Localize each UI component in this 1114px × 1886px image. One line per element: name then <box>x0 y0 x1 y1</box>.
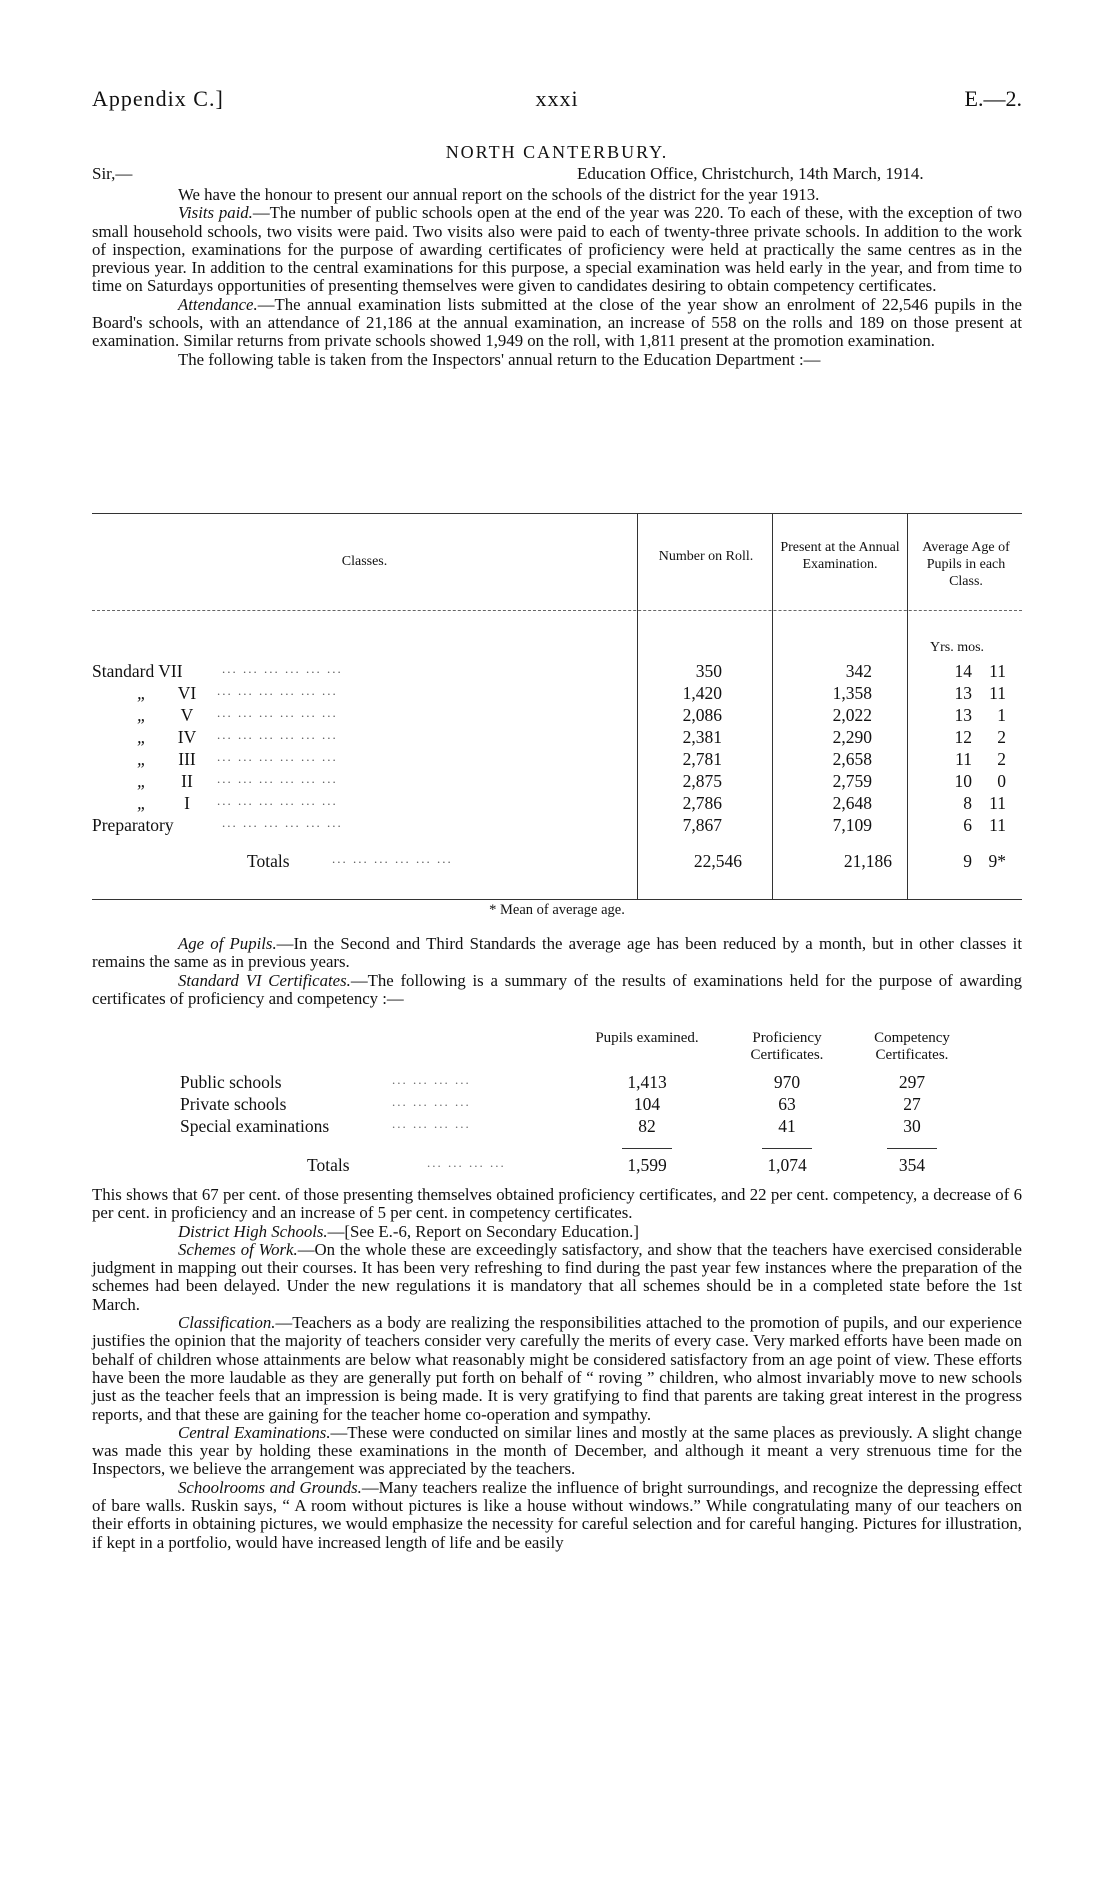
leader-dots: ... ... ... ... ... ... <box>222 815 343 830</box>
attendance-heading: Attendance. <box>178 294 258 314</box>
roll-value: 1,420 <box>682 683 722 703</box>
district-high-heading: District High Schools. <box>178 1221 328 1241</box>
report-title: NORTH CANTERBURY. <box>445 142 669 162</box>
table-row <box>92 661 1022 683</box>
totals-row <box>92 851 1022 873</box>
age-of-pupils-heading: Age of Pupils. <box>178 934 277 953</box>
age-months: 0 <box>997 771 1006 791</box>
certificates-row <box>92 1116 1022 1138</box>
leader-dots: ... ... ... ... ... ... <box>217 793 338 808</box>
table-row <box>92 793 1022 815</box>
age-years: 13 <box>954 683 972 703</box>
header-rule <box>92 610 1022 611</box>
proficiency-value: 970 <box>773 1072 801 1092</box>
total-competency: 354 <box>898 1155 926 1175</box>
school-type: Public schools <box>180 1072 282 1092</box>
leader-dots: ... ... ... ... ... ... <box>332 851 453 866</box>
class-statistics-table <box>92 513 1022 900</box>
sum-rule-examined <box>622 1148 672 1149</box>
competency-value: 27 <box>903 1094 921 1114</box>
certificates-totals-row <box>92 1155 1022 1177</box>
leader-dots: ... ... ... ... <box>392 1116 471 1131</box>
table-row <box>92 683 1022 705</box>
school-type: Private schools <box>180 1094 287 1114</box>
header-roll: Number on Roll. <box>658 549 754 564</box>
roll-value: 2,381 <box>682 727 722 747</box>
certificates-totals-label: Totals <box>307 1155 350 1175</box>
present-value: 342 <box>845 661 872 681</box>
age-months: 11 <box>989 815 1006 835</box>
table-bottom-rule <box>92 899 1022 900</box>
present-value: 7,109 <box>832 815 872 835</box>
attendance-paragraph <box>92 296 1022 351</box>
age-years: 8 <box>963 793 972 813</box>
age-months: 11 <box>989 793 1006 813</box>
standard-numeral: I <box>184 793 190 813</box>
ditto-mark: „ <box>137 683 147 703</box>
classification-heading: Classification. <box>178 1313 276 1333</box>
schoolrooms-text: —Many teachers realize the influence of bright surroundings, and recognize the depressing effect of bare walls. Ruskin says, “ A room without pictures is like a house without windows.” While congratulating many of our teachers on their efforts in obtaining pictures, we would emphasize the necessity for careful selection and for careful hanging. Pictures for illustration, if kept in a portfolio, would have increased length of life and be easily <box>92 1477 1023 1552</box>
table-row <box>92 815 1022 837</box>
appendix-label: Appendix C.] <box>92 86 224 111</box>
leader-dots: ... ... ... ... ... ... <box>217 705 338 720</box>
leader-dots: ... ... ... ... <box>427 1155 506 1170</box>
leader-dots: ... ... ... ... <box>392 1094 471 1109</box>
certificates-row <box>92 1094 1022 1116</box>
total-age-months: 9* <box>988 851 1006 871</box>
age-months: 2 <box>997 749 1006 769</box>
central-examinations-heading: Central Examinations. <box>178 1422 331 1442</box>
table-top-rule <box>92 513 1022 514</box>
age-of-pupils-paragraph <box>92 935 1022 972</box>
age-years: 14 <box>954 661 972 681</box>
standard-vi-text: —The following is a summary of the results of examinations held for the purpose of awarding certificates of proficiency and competency :— <box>92 970 1022 1008</box>
standard-vi-paragraph <box>92 972 1022 1009</box>
present-value: 2,022 <box>832 705 872 725</box>
table-intro: The following table is taken from the Inspectors' annual return to the Education Department :— <box>178 349 821 369</box>
age-of-pupils-text: —In the Second and Third Standards the average age has been reduced by a month, but in other classes it remains the same as in previous years. <box>92 934 1022 972</box>
header-classes: Classes. <box>341 554 388 569</box>
roll-value: 2,781 <box>682 749 722 769</box>
schoolrooms-heading: Schoolrooms and Grounds. <box>178 1477 362 1497</box>
ditto-mark: „ <box>137 771 147 791</box>
table-footnote: * Mean of average age. <box>489 902 625 918</box>
remaining-sections <box>92 1186 1022 1552</box>
age-years: 10 <box>954 771 972 791</box>
competency-value: 297 <box>898 1072 926 1092</box>
class-label: Standard VII <box>92 661 183 681</box>
proficiency-value: 63 <box>778 1094 796 1114</box>
leader-dots: ... ... ... ... ... ... <box>217 683 338 698</box>
leader-dots: ... ... ... ... ... ... <box>217 727 338 742</box>
age-months: 11 <box>989 683 1006 703</box>
standard-numeral: IV <box>177 727 197 747</box>
present-value: 2,658 <box>832 749 872 769</box>
attendance-text: —The annual examination lists submitted at the close of the year show an enrolment of 22,546 pupils in the Board's schools, with an attendance of 21,186 at the annual examination, an increase of 558 on the rolls and 189 on those present at examination. Similar returns from private schools showed 1,949 on the roll, with 1,811 present at the promotion examination. <box>92 294 1022 351</box>
examined-value: 104 <box>633 1094 661 1114</box>
present-value: 2,290 <box>832 727 872 747</box>
central-examinations-text: —These were conducted on similar lines and mostly at the same places as previously. A slight change was made this year by holding these examinations in the month of December, and although it meant a very strenuous time for the Inspectors, we believe the arrangement was appreciated by the teachers. <box>92 1422 1022 1479</box>
schemes-heading: Schemes of Work. <box>178 1239 298 1259</box>
total-age-years: 9 <box>963 851 972 871</box>
intro-paragraph: We have the honour to present our annual report on the schools of the district for the year 1913. <box>178 185 820 204</box>
age-months: 2 <box>997 727 1006 747</box>
standard-numeral: VI <box>177 683 197 703</box>
district-high-text: —[See E.-6, Report on Secondary Education.] <box>327 1221 639 1241</box>
totals-label: Totals <box>247 851 290 871</box>
table-row <box>92 749 1022 771</box>
present-value: 1,358 <box>832 683 872 703</box>
ditto-mark: „ <box>137 705 147 725</box>
page-number: xxxi <box>535 86 579 111</box>
age-months: 1 <box>997 705 1006 725</box>
table-row <box>92 705 1022 727</box>
roll-value: 2,875 <box>682 771 722 791</box>
salutation: Sir,— <box>92 164 133 183</box>
schoolrooms-paragraph <box>92 1479 1022 1552</box>
age-years: 11 <box>955 749 972 769</box>
standard-numeral: V <box>180 705 194 725</box>
proficiency-value: 41 <box>778 1116 796 1136</box>
standard-numeral: III <box>178 749 196 769</box>
dateline: Education Office, Christchurch, 14th March, 1914. <box>577 164 924 183</box>
intro-section <box>92 186 1022 369</box>
age-years: 13 <box>954 705 972 725</box>
summary-paragraph: This shows that 67 per cent. of those presenting themselves obtained proficiency certificates, and 22 per cent. competency, a decrease of 6 per cent. in proficiency and an increase of 5 per cent. in competency certificates. <box>92 1185 1022 1223</box>
roll-value: 7,867 <box>682 815 722 835</box>
examined-value: 1,413 <box>627 1072 667 1092</box>
visits-paragraph <box>92 204 1022 295</box>
total-examined: 1,599 <box>627 1155 667 1175</box>
age-months: 11 <box>989 661 1006 681</box>
ditto-mark: „ <box>137 793 147 813</box>
total-roll: 22,546 <box>693 851 742 871</box>
schemes-text: —On the whole these are exceedingly satisfactory, and show that the teachers have exercised considerable judgment in mapping out their courses. It has been very refreshing to find during the past year few instances where the preparation of the schemes had been delayed. Under the new regulations it is mandatory that all schemes should be in a completed state before the 1st March. <box>92 1239 1022 1314</box>
district-high-paragraph <box>92 1223 1022 1241</box>
examined-value: 82 <box>638 1116 656 1136</box>
sum-rule-proficiency <box>762 1148 812 1149</box>
header-average-age: Average Age of Pupils in each Class. <box>922 540 1010 589</box>
present-value: 2,759 <box>832 771 872 791</box>
schemes-paragraph <box>92 1241 1022 1314</box>
leader-dots: ... ... ... ... ... ... <box>217 749 338 764</box>
leader-dots: ... ... ... ... ... ... <box>217 771 338 786</box>
roll-value: 2,786 <box>682 793 722 813</box>
classification-text: —Teachers as a body are realizing the responsibilities attached to the promotion of pupils, and our experience justifies the opinion that the majority of teachers consider very carefully the merits of every case. Very marked efforts have been made on behalf of children whose attainments are below what reasonably might be considered satisfactory from an age point of view. These efforts have been the more laudable as they are generally put forth on behalf of “ roving ” children, who almost invariably move to new schools just as the teacher feels that an impression is being made. It is very gratifying to find that parents are taking great interest in the progress reports, and that these are gaining for the teacher home co-operation and sympathy. <box>92 1313 1022 1424</box>
standard-vi-heading: Standard VI Certificates. <box>178 970 351 990</box>
visits-heading: Visits paid. <box>178 203 253 223</box>
sum-rule-competency <box>887 1148 937 1149</box>
leader-dots: ... ... ... ... ... ... <box>222 661 343 676</box>
header-present: Present at the Annual Examination. <box>780 540 900 572</box>
salutation-line <box>92 164 1022 186</box>
age-years: 6 <box>963 815 972 835</box>
series-code: E.—2. <box>964 86 1022 111</box>
leader-dots: ... ... ... ... <box>392 1072 471 1087</box>
header-pupils-examined: Pupils examined. <box>595 1030 699 1046</box>
school-type: Special examinations <box>180 1116 330 1136</box>
total-present: 21,186 <box>843 851 892 871</box>
certificates-table <box>92 1030 1022 1180</box>
ditto-mark: „ <box>137 749 147 769</box>
roll-value: 350 <box>695 661 722 681</box>
roll-value: 2,086 <box>682 705 722 725</box>
age-years: 12 <box>954 727 972 747</box>
ditto-mark: „ <box>137 727 147 747</box>
total-proficiency: 1,074 <box>767 1155 807 1175</box>
page-header <box>92 86 1022 116</box>
table-row <box>92 727 1022 749</box>
certificates-row <box>92 1072 1022 1094</box>
age-and-certificates-section <box>92 935 1022 1008</box>
standard-numeral: II <box>181 771 193 791</box>
central-examinations-paragraph <box>92 1424 1022 1479</box>
visits-text: —The number of public schools open at the end of the year was 220. To each of these, with the exception of two small household schools, two visits were paid. Two visits also were paid to each of twenty-three private schools. In addition to the work of inspection, examinations for the purpose of awarding certificates of proficiency were held at practically the same centres as in the previous year. In addition to the central examinations for this purpose, a special examination was held early in the year, and from time to time on Saturdays opportunities of presenting themselves were given to candidates desiring to obtain competency certificates. <box>92 203 1022 296</box>
present-value: 2,648 <box>832 793 872 813</box>
header-competency: Competency Certificates. <box>874 1030 950 1063</box>
age-units: Yrs. mos. <box>930 640 985 655</box>
classification-paragraph <box>92 1314 1022 1424</box>
table-row <box>92 771 1022 793</box>
competency-value: 30 <box>903 1116 921 1136</box>
header-proficiency: Proficiency Certificates. <box>750 1030 824 1063</box>
class-label: Preparatory <box>92 815 174 835</box>
